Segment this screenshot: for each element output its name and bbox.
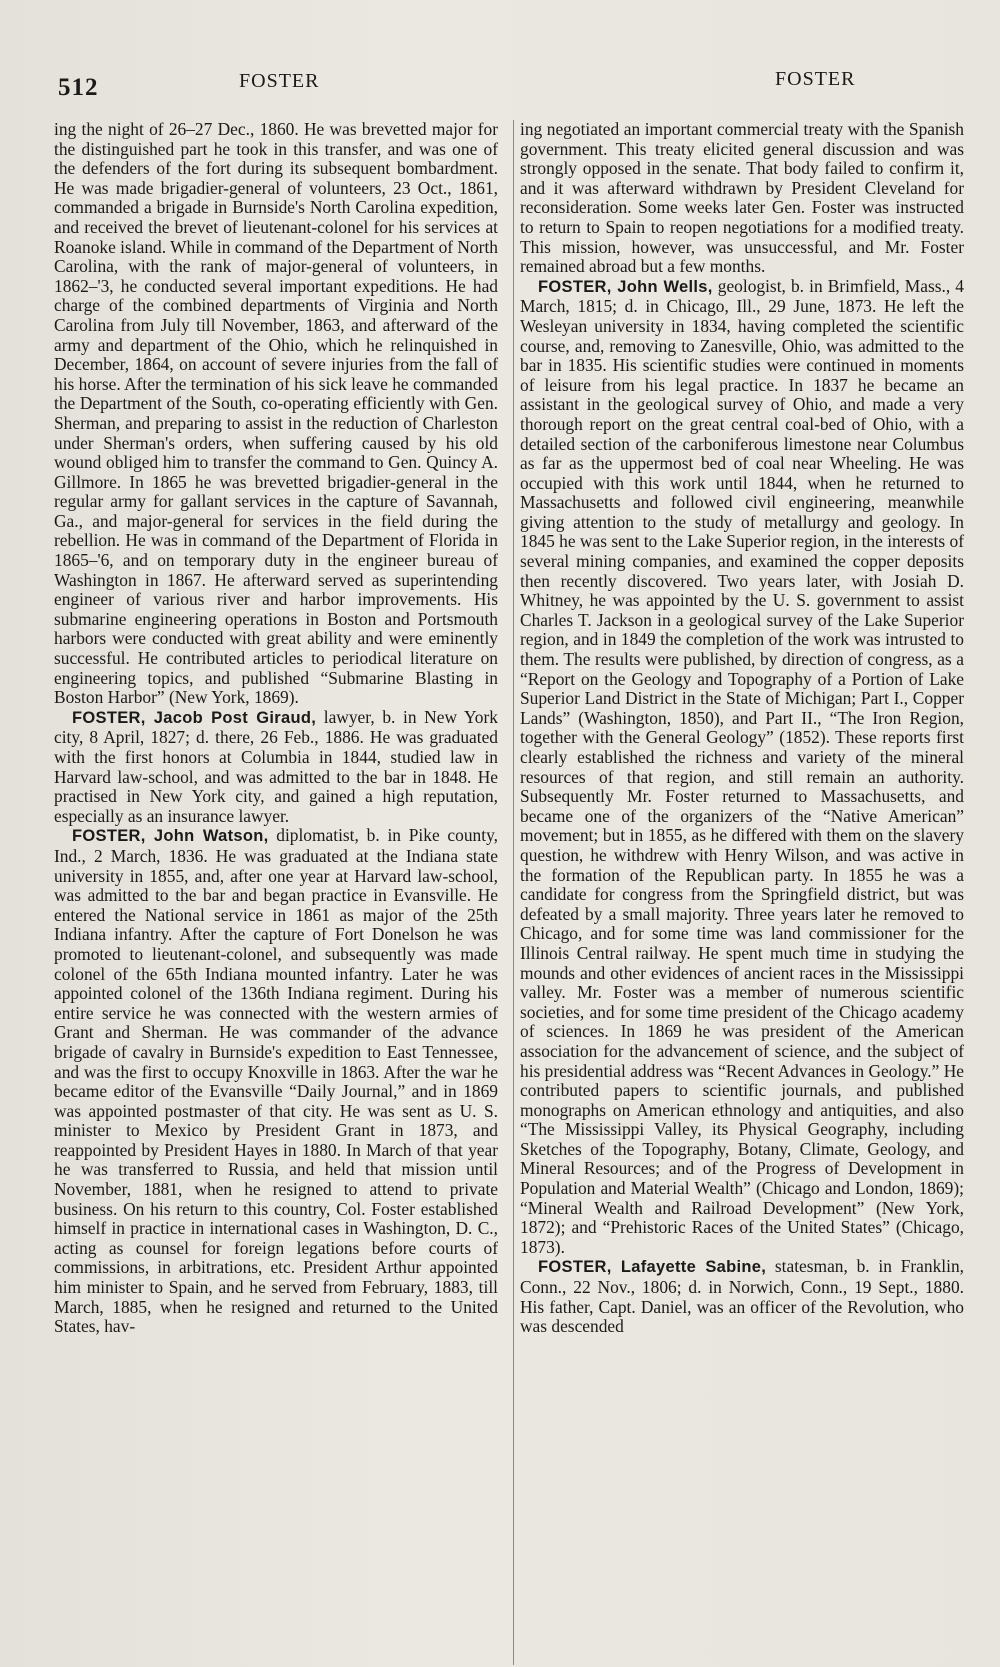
right-running-head: FOSTER <box>775 68 856 90</box>
entry-headword: FOSTER, Jacob Post Giraud, <box>72 708 317 727</box>
entry-body: lawyer, b. in New York city, 8 April, 1827; d. there, 26 Feb., 1886. He was graduated with the first honors at Columbia in 1844, studied law in Harvard law-school, and was admitted to the bar in 1848. He practised in New York city, and gained a high reputation, especially as an insurance lawyer. <box>54 706 498 826</box>
page-number: 512 <box>58 74 99 101</box>
right-column <box>520 120 964 1655</box>
entry-body: diplomatist, b. in Pike county, Ind., 2 March, 1836. He was graduated at the Indiana state university in 1855, and, after one year at Harvard law-school, was admitted to the bar and began practice in Evansville. He entered the National service in 1861 as major of the 25th Indiana infantry. After the capture of Fort Donelson he was promoted to lieutenant-colonel, and subsequently was made colonel of the 65th Indiana mounted infantry. Later he was appointed colonel of the 136th Indiana regiment. During his entire service he was connected with the western armies of Grant and Sherman. He was commander of the advance brigade of cavalry in Burnside's expedition to East Tennessee, and was the first to occupy Knoxville in 1863. After the war he became editor of the Evansville “Daily Journal,” and in 1869 was appointed postmaster of that city. He was sent as U. S. minister to Mexico by President Grant in 1873, and reappointed by President Hayes in 1880. In March of that year he was transferred to Russia, and held that mission until November, 1881, when he resigned to attend to private business. On his return to this country, Col. Foster established himself in practice in international cases in Washington, D. C., acting as counsel for foreign legations before courts of commissions, in arbitrations, etc. President Arthur appointed him minister to Spain, and he served from February, 1883, till March, 1885, when he resigned and returned to the United States, hav- <box>54 825 498 1337</box>
entry-headword: FOSTER, John Watson, <box>72 827 269 846</box>
entry-body: statesman, b. in Franklin, Conn., 22 Nov., 1806; d. in Norwich, Conn., 19 Sept., 1880. His father, Capt. Daniel, was an officer of the Revolution, who was descended <box>520 1256 964 1337</box>
continued-entry-paragraph: ing negotiated an important commercial treaty with the Spanish government. This treaty elicited general discussion and was strongly opposed in the senate. That body failed to confirm it, and it was afterward withdrawn by President Cleveland for reconsideration. Some weeks later Gen. Foster was instructed to return to Spain to reopen negotiations for a modified treaty. This mission, however, was unsuccessful, and Mr. Foster remained abroad but a few months. <box>520 119 964 277</box>
entry-headword: FOSTER, John Wells, <box>538 277 713 296</box>
left-column <box>54 120 498 1655</box>
left-running-head: FOSTER <box>239 70 320 92</box>
entry-john-wells-foster <box>520 277 964 1258</box>
entry-headword: FOSTER, Lafayette Sabine, <box>538 1258 767 1277</box>
entry-john-watson-foster <box>54 826 498 1336</box>
entry-jacob-post-giraud-foster <box>54 708 498 827</box>
text-columns <box>54 120 964 1655</box>
entry-body: geologist, b. in Brimfield, Mass., 4 March, 1815; d. in Chicago, Ill., 29 June, 1873. He left the Wesleyan university in 1834, having completed the scientific course, and, removing to Zanesville, Ohio, was admitted to the bar in 1835. His scientific studies were continued in moments of leisure from his legal practice. In 1837 he became an assistant in the geological survey of Ohio, and made a very thorough report on the great central coal-bed of Ohio, with a detailed section of the carboniferous limestone near Columbus as far as the uppermost bed of coal near Wheeling. He was occupied with this work until 1844, when he returned to Massachusetts and followed civil engineering, meanwhile giving attention to the study of metallurgy and geology. In 1845 he was sent to the Lake Superior region, in the interests of several mining companies, and examined the copper deposits then recently discovered. Two years later, with Josiah D. Whitney, he was appointed by the U. S. government to assist Charles T. Jackson in a geological survey of the Lake Superior region, and in 1849 the completion of the work was intrusted to them. The results were published, by direction of congress, as a “Report on the Geology and Topography of a Portion of Lake Superior Land District in the State of Michigan; Part I., Copper Lands” (Washington, 1850), and Part II., “The Iron Region, together with the General Geology” (1852). These reports first clearly established the richness and variety of the mineral resources of that region, and still remain an authority. Subsequently Mr. Foster returned to Massachusetts, and became one of the organizers of the “Native American” movement; but in 1855, as he differed with them on the slavery question, he withdrew with Henry Wilson, and was active in the formation of the Republican party. In 1855 he was a candidate for congress from the Springfield district, but was defeated by a small majority. Three years later he removed to Chicago, and for some time was land commissioner for the Illinois Central railway. He spent much time in studying the mounds and other evidences of ancient races in the Mississippi valley. Mr. Foster was a member of numerous scientific societies, and for some time president of the Chicago academy of sciences. In 1869 he was president of the American association for the advancement of science, and the subject of his presidential address was “Recent Advances in Geology.” He contributed papers to scientific journals, and published monographs on American ethnology and antiquities, and also “The Mississippi Valley, its Physical Geography, including Sketches of the Topography, Botany, Climate, Geology, and Mineral Resources; and of the Progress of Development in Population and Material Wealth” (Chicago and London, 1869); “Mineral Wealth and Railroad Development” (New York, 1872); and “Prehistoric Races of the United States” (Chicago, 1873). <box>520 275 965 1257</box>
running-header <box>54 62 964 102</box>
continued-entry-paragraph: ing the night of 26–27 Dec., 1860. He was brevetted major for the distinguished part he took in this transfer, and was one of the defenders of the fort during its subsequent bombardment. He was made brigadier-general of volunteers, 23 Oct., 1861, commanded a brigade in Burnside's North Carolina expedition, and received the brevet of lieutenant-colonel for his services at Roanoke island. While in command of the Department of North Carolina, with the rank of major-general of volunteers, in 1862–'3, he conducted several important expeditions. He had charge of the combined departments of Virginia and North Carolina from July till November, 1863, and afterward of the army and department of the Ohio, which he relinquished in December, 1864, on account of severe injuries from the fall of his horse. After the termination of his sick leave he commanded the Department of the South, co-operating efficiently with Gen. Sherman, and preparing to assist in the reduction of Charleston under Sherman's orders, when suffering caused by his old wound obliged him to transfer the command to Gen. Quincy A. Gillmore. In 1865 he was brevetted brigadier-general in the regular army for gallant services in the capture of Savannah, Ga., and major-general for services in the field during the rebellion. He was in command of the Department of Florida in 1865–'6, and on temporary duty in the engineer bureau of Washington in 1867. He afterward served as superintending engineer of various river and harbor improvements. His submarine engineering operations in Boston and Portsmouth harbors were conducted with great ability and were eminently successful. He contributed articles to periodical literature on engineering topics, and published “Submarine Blasting in Boston Harbor” (New York, 1869). <box>54 119 498 708</box>
entry-lafayette-sabine-foster <box>520 1257 964 1336</box>
